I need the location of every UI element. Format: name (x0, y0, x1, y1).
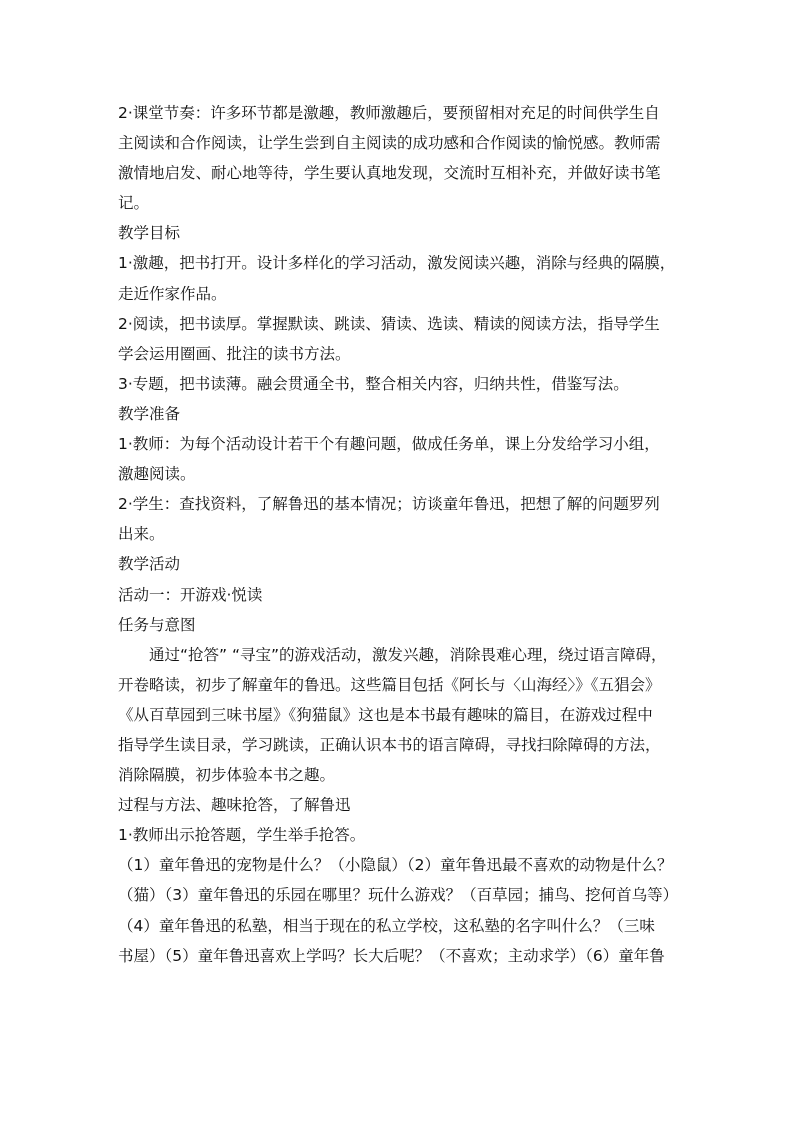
subsection-heading: 过程与方法、趣味抢答，了解鲁迅 (118, 796, 351, 815)
text-line: 书屋）（5）童年鲁迅喜欢上学吗？长大后呢？（不喜欢；主动求学）（6）童年鲁 (118, 946, 665, 965)
text-line: 指导学生读目录，学习跳读，正确认识本书的语言障碍，寻找扫除障碍的方法， (118, 735, 661, 754)
subsection-heading: 活动一：开游戏·悦读 (118, 585, 263, 604)
text-line: 2·阅读，把书读厚。掌握默读、跳读、猜读、选读、精读的阅读方法，指导学生 (118, 314, 660, 333)
section-heading: 教学准备 (118, 404, 181, 423)
text-line: 主阅读和合作阅读，让学生尝到自主阅读的成功感和合作阅读的愉悦感。教师需 (118, 134, 661, 153)
text-line: 走近作家作品。 (118, 284, 227, 303)
text-line: 消除隔膜，初步体验本书之趣。 (118, 766, 336, 785)
document-page (118, 98, 688, 971)
text-line: 1·教师：为每个活动设计若干个有趣问题，做成任务单，课上分发给学习小组， (118, 435, 660, 454)
text-line: 3·专题，把书读薄。融会贯通全书，整合相关内容，归纳共性，借鉴写法。 (118, 374, 629, 393)
text-line: 开卷略读，初步了解童年的鲁迅。这些篇目包括《阿长与〈山海经〉》《五猖会》 (118, 675, 661, 694)
text-line: 激情地启发、耐心地等待，学生要认真地发现，交流时互相补充，并做好读书笔 (118, 164, 661, 183)
text-line: 1·教师出示抢答题，学生举手抢答。 (118, 826, 366, 845)
text-line: 通过“抢答” “寻宝”的游戏活动，激发兴趣，消除畏难心理，绕过语言障碍， (118, 645, 667, 664)
text-line: 2·学生：查找资料，了解鲁迅的基本情况；访谈童年鲁迅，把想了解的问题罗列 (118, 495, 660, 514)
subsection-heading: 任务与意图 (118, 615, 196, 634)
section-heading: 教学活动 (118, 555, 181, 574)
text-line: 1·激趣，把书打开。设计多样化的学习活动，激发阅读兴趣，消除与经典的隔膜， (118, 254, 676, 273)
text-line: （1）童年鲁迅的宠物是什么？（小隐鼠）（2）童年鲁迅最不喜欢的动物是什么？ (118, 856, 673, 875)
text-line: 出来。 (118, 525, 165, 544)
text-line: （4）童年鲁迅的私塾，相当于现在的私立学校，这私塾的名字叫什么？（三味 (118, 916, 655, 935)
text-line: 《从百草园到三味书屋》《狗猫鼠》这也是本书最有趣味的篇目，在游戏过程中 (118, 705, 653, 724)
section-heading: 教学目标 (118, 224, 181, 243)
text-line: 激趣阅读。 (118, 465, 196, 484)
text-line: 记。 (118, 194, 150, 213)
text-line: 2·课堂节奏：许多环节都是激趣，教师激趣后，要预留相对充足的时间供学生自 (118, 104, 660, 122)
text-line: （猫）（3）童年鲁迅的乐园在哪里？玩什么游戏？（百草园；捕鸟、挖何首乌等） (118, 886, 679, 905)
text-line: 学会运用圈画、批注的读书方法。 (118, 344, 351, 363)
